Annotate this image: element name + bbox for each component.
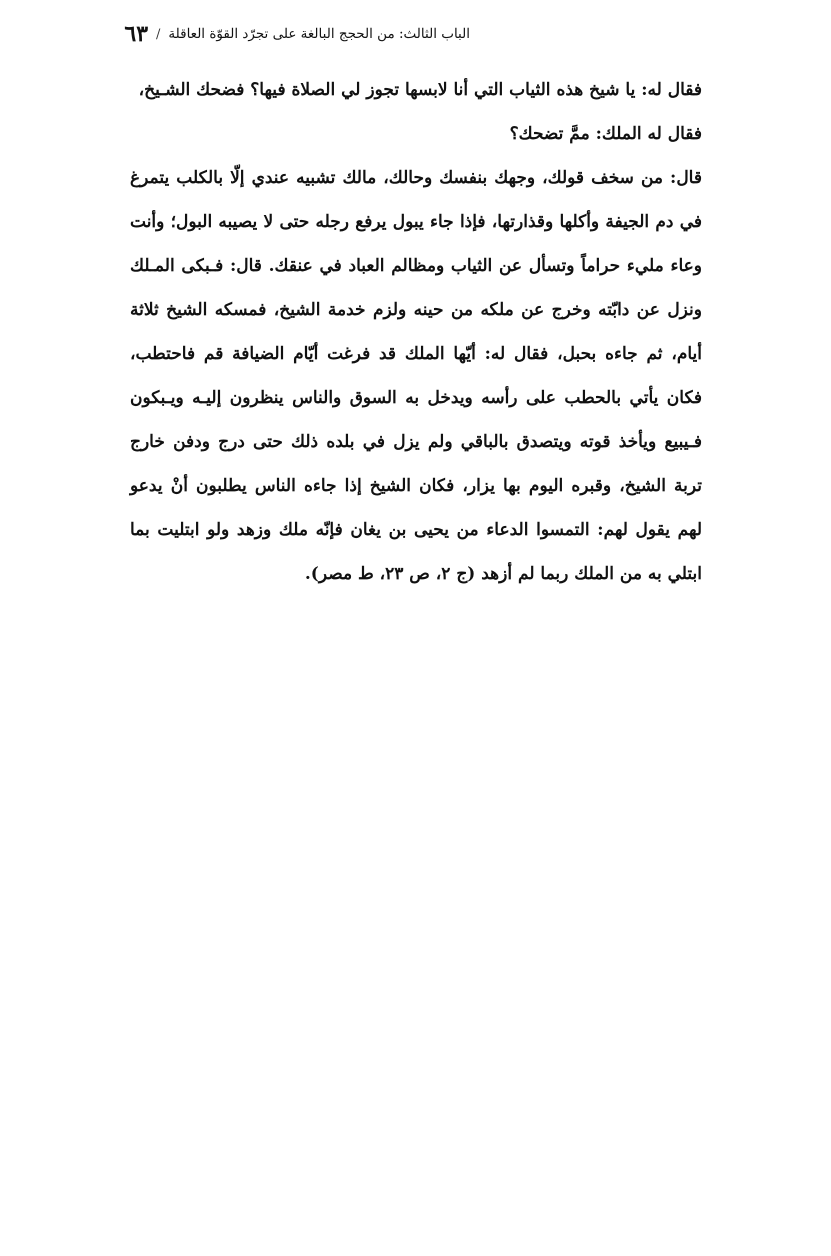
header-separator: / xyxy=(156,26,161,42)
paragraph-king-asks: فقال له الملك: ممَّ تضحك؟ xyxy=(509,124,702,144)
body-text xyxy=(130,68,702,596)
paragraph-shaykh-answer: قال: من سخف قولك، وجهك بنفسك وحالك، مالك تشبيه عندي إلّا بالكلب يتمرغ في دم الجيفة وأكلها وقذارتها، فإذا جاء يبول يرفع رجله حتى لا يصيبه البول؛ وأنت وعاء مليء حراماً وتسأل عن الثياب ومظالم العباد في عنقك. قال: فـبكى المـلك ونزل عن دابّته وخرج عن ملكه من حينه ولزم خدمة الشيخ، فمسكه الشيخ ثلاثة أيام، ثم جاءه بحبل، فقال له: أيّها الملك قد فرغت أيّام الضيافة قم فاحتطب، فكان يأتي بالحطب على رأسه ويدخل به السوق والناس ينظرون إليـه ويـبكون فـيبيع ويأخذ قوته ويتصدق بالباقي ولم يزل في بلده ذلك حتى درج ودفن خارج تربة الشيخ، وقبره اليوم بها يزار، فكان الشيخ إذا جاءه الناس يطلبون أنْ يدعو لهم يقول لهم: التمسوا الدعاء من يحيى بن يغان فإنّه ملك وزهد ولو ابتليت بما ابتلي به من الملك ربما لم أزهد (ج ٢، ص ٢٣، ط مصر). xyxy=(130,168,702,584)
paragraph-question: فقال له: يا شيخ هذه الثياب التي أنا لابسها تجوز لي الصلاة فيها؟ فضحك الشـيخ، xyxy=(138,80,702,100)
chapter-title: الباب الثالث: من الحجج البالغة على تجرّد القوّة العاقلة xyxy=(168,26,470,42)
running-header xyxy=(124,20,470,48)
page-number: ٦٣ xyxy=(124,21,149,47)
